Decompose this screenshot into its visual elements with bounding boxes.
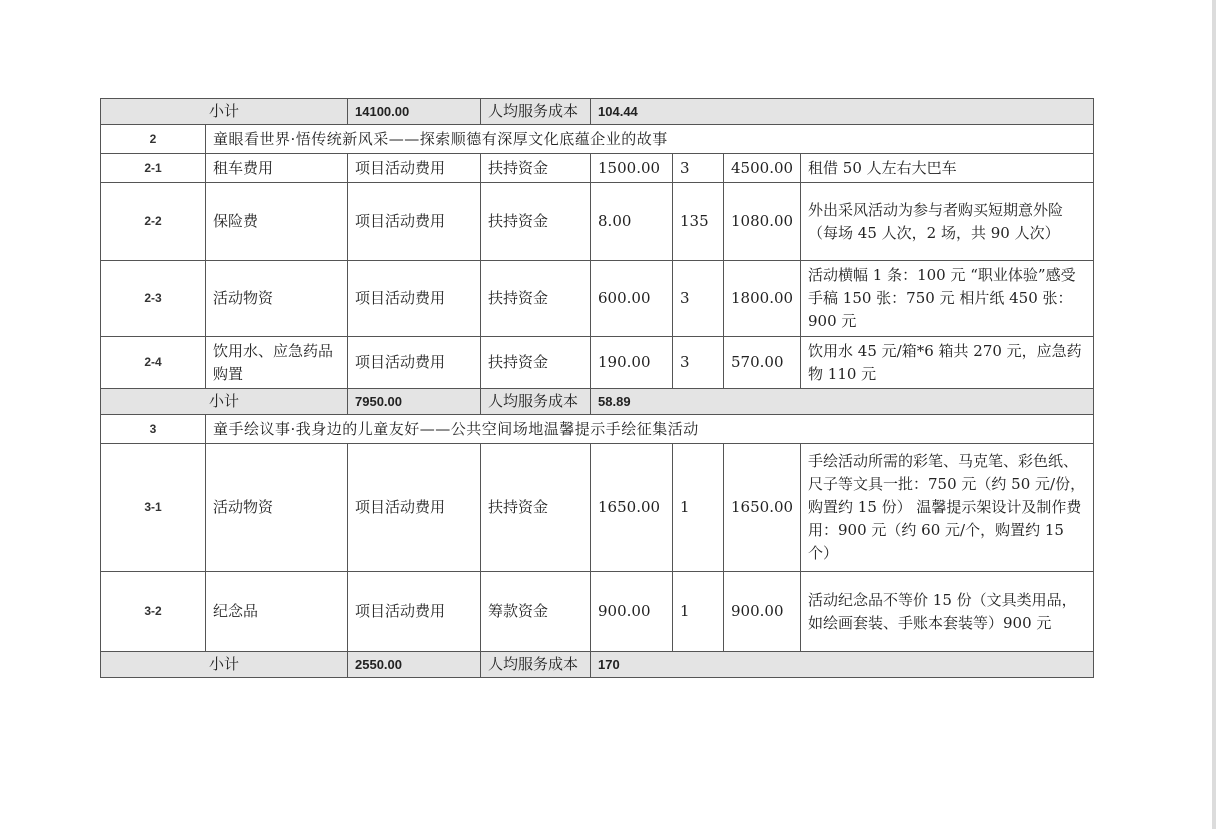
subtotal-row — [101, 99, 1094, 125]
per-person-cost-label: 人均服务成本 — [481, 652, 591, 678]
item-fund-source: 扶持资金 — [481, 444, 591, 572]
item-unit-price: 8.00 — [591, 183, 673, 261]
item-description: 外出采风活动为参与者购买短期意外险（每场 45 人次，2 场，共 90 人次） — [801, 183, 1094, 261]
item-fund-source: 扶持资金 — [481, 337, 591, 389]
table-row — [101, 572, 1094, 652]
item-fund-source: 扶持资金 — [481, 261, 591, 337]
item-category: 项目活动费用 — [348, 337, 481, 389]
per-person-cost-label: 人均服务成本 — [481, 389, 591, 415]
item-quantity: 135 — [673, 183, 724, 261]
item-amount: 1800.00 — [724, 261, 801, 337]
item-amount: 1650.00 — [724, 444, 801, 572]
item-amount: 1080.00 — [724, 183, 801, 261]
subtotal-amount: 14100.00 — [348, 99, 481, 125]
item-category: 项目活动费用 — [348, 261, 481, 337]
item-unit-price: 190.00 — [591, 337, 673, 389]
item-index: 2-2 — [101, 183, 206, 261]
table-row — [101, 337, 1094, 389]
item-quantity: 3 — [673, 261, 724, 337]
section-title: 童眼看世界·悟传统新风采——探索顺德有深厚文化底蕴企业的故事 — [206, 125, 1094, 154]
item-unit-price: 1650.00 — [591, 444, 673, 572]
section-index: 2 — [101, 125, 206, 154]
item-name: 纪念品 — [206, 572, 348, 652]
item-index: 2-3 — [101, 261, 206, 337]
section-row — [101, 125, 1094, 154]
item-amount: 4500.00 — [724, 154, 801, 183]
item-fund-source: 扶持资金 — [481, 183, 591, 261]
table-row — [101, 183, 1094, 261]
subtotal-row — [101, 652, 1094, 678]
item-name: 活动物资 — [206, 444, 348, 572]
page-edge — [1212, 0, 1216, 829]
item-quantity: 1 — [673, 572, 724, 652]
item-name: 饮用水、应急药品购置 — [206, 337, 348, 389]
subtotal-label: 小计 — [101, 99, 348, 125]
item-index: 2-4 — [101, 337, 206, 389]
item-index: 2-1 — [101, 154, 206, 183]
subtotal-row — [101, 389, 1094, 415]
subtotal-label: 小计 — [101, 389, 348, 415]
item-unit-price: 900.00 — [591, 572, 673, 652]
subtotal-label: 小计 — [101, 652, 348, 678]
table-row — [101, 261, 1094, 337]
item-quantity: 3 — [673, 154, 724, 183]
item-category: 项目活动费用 — [348, 154, 481, 183]
section-row — [101, 415, 1094, 444]
item-name: 活动物资 — [206, 261, 348, 337]
item-description: 租借 50 人左右大巴车 — [801, 154, 1094, 183]
item-amount: 570.00 — [724, 337, 801, 389]
item-index: 3-1 — [101, 444, 206, 572]
item-name: 租车费用 — [206, 154, 348, 183]
item-description: 活动横幅 1 条：100 元 “职业体验”感受手稿 150 张：750 元 相片纸 450 张：900 元 — [801, 261, 1094, 337]
section-title: 童手绘议事·我身边的儿童友好——公共空间场地温馨提示手绘征集活动 — [206, 415, 1094, 444]
item-fund-source: 筹款资金 — [481, 572, 591, 652]
item-amount: 900.00 — [724, 572, 801, 652]
section-index: 3 — [101, 415, 206, 444]
subtotal-amount: 2550.00 — [348, 652, 481, 678]
item-quantity: 1 — [673, 444, 724, 572]
item-index: 3-2 — [101, 572, 206, 652]
item-unit-price: 1500.00 — [591, 154, 673, 183]
item-category: 项目活动费用 — [348, 444, 481, 572]
per-person-cost-label: 人均服务成本 — [481, 99, 591, 125]
item-category: 项目活动费用 — [348, 572, 481, 652]
item-description: 活动纪念品不等价 15 份（文具类用品，如绘画套装、手账本套装等）900 元 — [801, 572, 1094, 652]
item-description: 饮用水 45 元/箱*6 箱共 270 元，应急药物 110 元 — [801, 337, 1094, 389]
table-row — [101, 154, 1094, 183]
item-description: 手绘活动所需的彩笔、马克笔、彩色纸、尺子等文具一批：750 元（约 50 元/份，购置约 15 份） 温馨提示架设计及制作费用：900 元（约 60 元/个，购置约 15 个） — [801, 444, 1094, 572]
per-person-cost: 170 — [591, 652, 1094, 678]
table-row — [101, 444, 1094, 572]
per-person-cost: 104.44 — [591, 99, 1094, 125]
budget-table — [100, 98, 1094, 678]
per-person-cost: 58.89 — [591, 389, 1094, 415]
item-fund-source: 扶持资金 — [481, 154, 591, 183]
subtotal-amount: 7950.00 — [348, 389, 481, 415]
item-quantity: 3 — [673, 337, 724, 389]
item-category: 项目活动费用 — [348, 183, 481, 261]
item-unit-price: 600.00 — [591, 261, 673, 337]
item-name: 保险费 — [206, 183, 348, 261]
